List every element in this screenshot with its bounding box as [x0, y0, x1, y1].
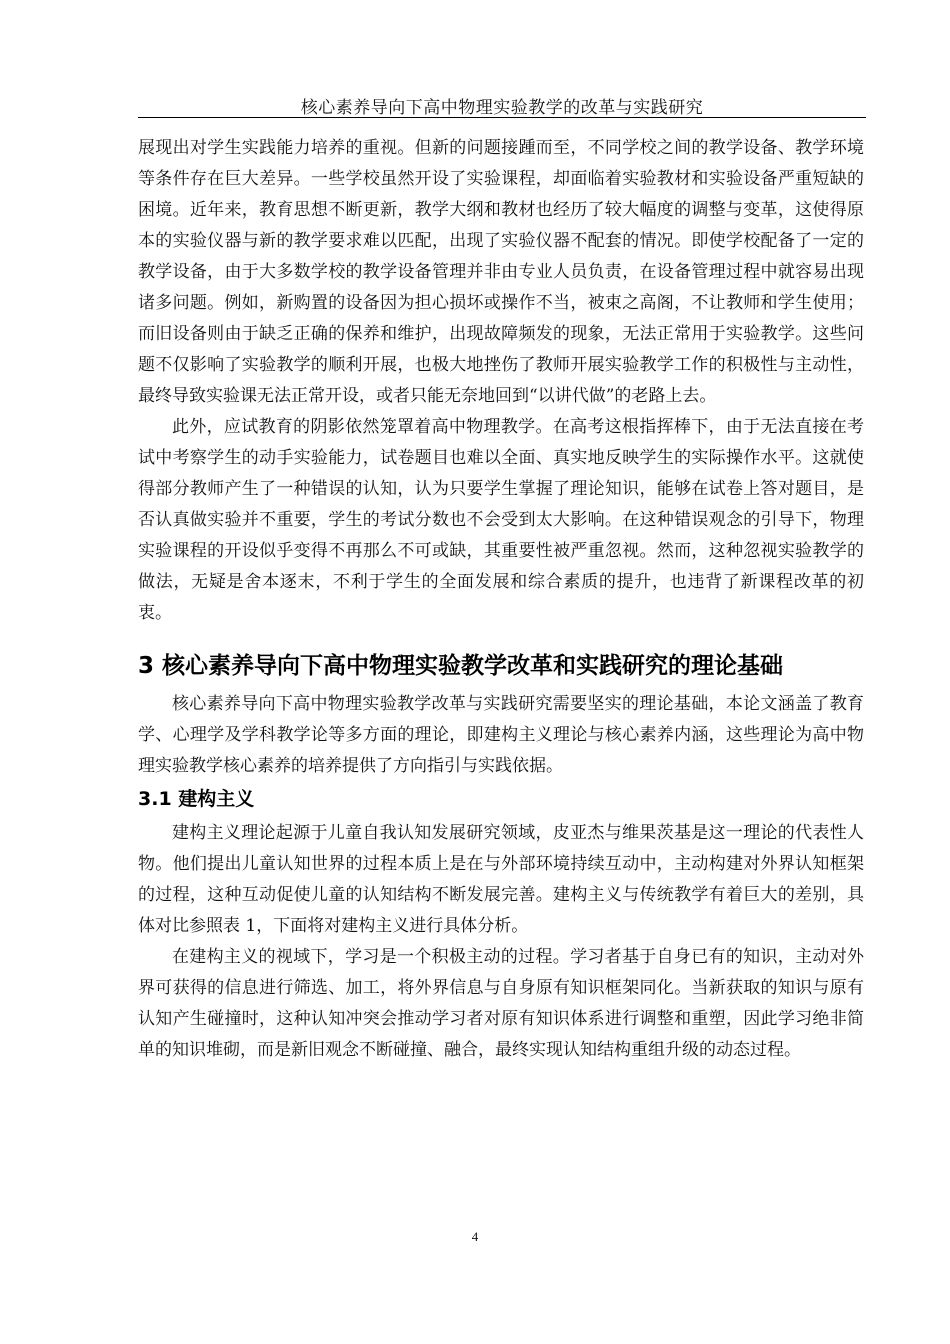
paragraph: 核心素养导向下高中物理实验教学改革与实践研究需要坚实的理论基础，本论文涵盖了教育学、心理学及学科教学论等多方面的理论，即建构主义理论与核心素养内涵，这些理论为高中物理实验教学核心素养的培养提供了方向指引与实践依据。 — [138, 694, 864, 776]
running-header: 核心素养导向下高中物理实验教学的改革与实践研究 — [300, 98, 704, 118]
header-rule — [138, 117, 866, 118]
subsection-heading: 3.1 建构主义 — [138, 788, 255, 810]
paragraph: 在建构主义的视域下，学习是一个积极主动的过程。学习者基于自身已有的知识，主动对外界可获得的信息进行筛选、加工，将外界信息与自身原有知识框架同化。当新获取的知识与原有认知产生碰撞时，这种认知冲突会推动学习者对原有知识体系进行调整和重塑，因此学习绝非简单的知识堆砌，而是新旧观念不断碰撞、融合，最终实现认知结构重组升级的动态过程。 — [138, 947, 864, 1060]
paragraph: 此外，应试教育的阴影依然笼罩着高中物理教学。在高考这根指挥棒下，由于无法直接在考试中考察学生的动手实验能力，试卷题目也难以全面、真实地反映学生的实际操作水平。这就使得部分教师产生了一种错误的认知，认为只要学生掌握了理论知识，能够在试卷上答对题目，是否认真做实验并不重要，学生的考试分数也不会受到太大影响。在这种错误观念的引导下，物理实验课程的开设似乎变得不再那么不可或缺，其重要性被严重忽视。然而，这种忽视实验教学的做法，无疑是舍本逐末，不利于学生的全面发展和综合素质的提升，也违背了新课程改革的初衷。 — [138, 417, 864, 623]
paragraph: 建构主义理论起源于儿童自我认知发展研究领域，皮亚杰与维果茨基是这一理论的代表性人物。他们提出儿童认知世界的过程本质上是在与外部环境持续互动中，主动构建对外界认知框架的过程，这种互动促使儿童的认知结构不断发展完善。建构主义与传统教学有着巨大的差别，具体对比参照表 1，下面将对建构主义进行具体分析。 — [138, 823, 864, 936]
paragraph: 展现出对学生实践能力培养的重视。但新的问题接踵而至，不同学校之间的教学设备、教学环境等条件存在巨大差异。一些学校虽然开设了实验课程，却面临着实验教材和实验设备严重短缺的困境。近年来，教育思想不断更新，教学大纲和教材也经历了较大幅度的调整与变革，这使得原本的实验仪器与新的教学要求难以匹配，出现了实验仪器不配套的情况。即使学校配备了一定的教学设备，由于大多数学校的教学设备管理并非由专业人员负责，在设备管理过程中就容易出现诸多问题。例如，新购置的设备因为担心损坏或操作不当，被束之高阁，不让教师和学生使用；而旧设备则由于缺乏正确的保养和维护，出现故障频发的现象，无法正常用于实验教学。这些问题不仅影响了实验教学的顺利开展，也极大地挫伤了教师开展实验教学工作的积极性与主动性，最终导致实验课无法正常开设，或者只能无奈地回到“以讲代做”的老路上去。 — [138, 138, 864, 406]
section-heading: 3 核心素养导向下高中物理实验教学改革和实践研究的理论基础 — [138, 653, 784, 679]
page-number: 4 — [471, 1229, 479, 1244]
body-text — [138, 133, 864, 1066]
